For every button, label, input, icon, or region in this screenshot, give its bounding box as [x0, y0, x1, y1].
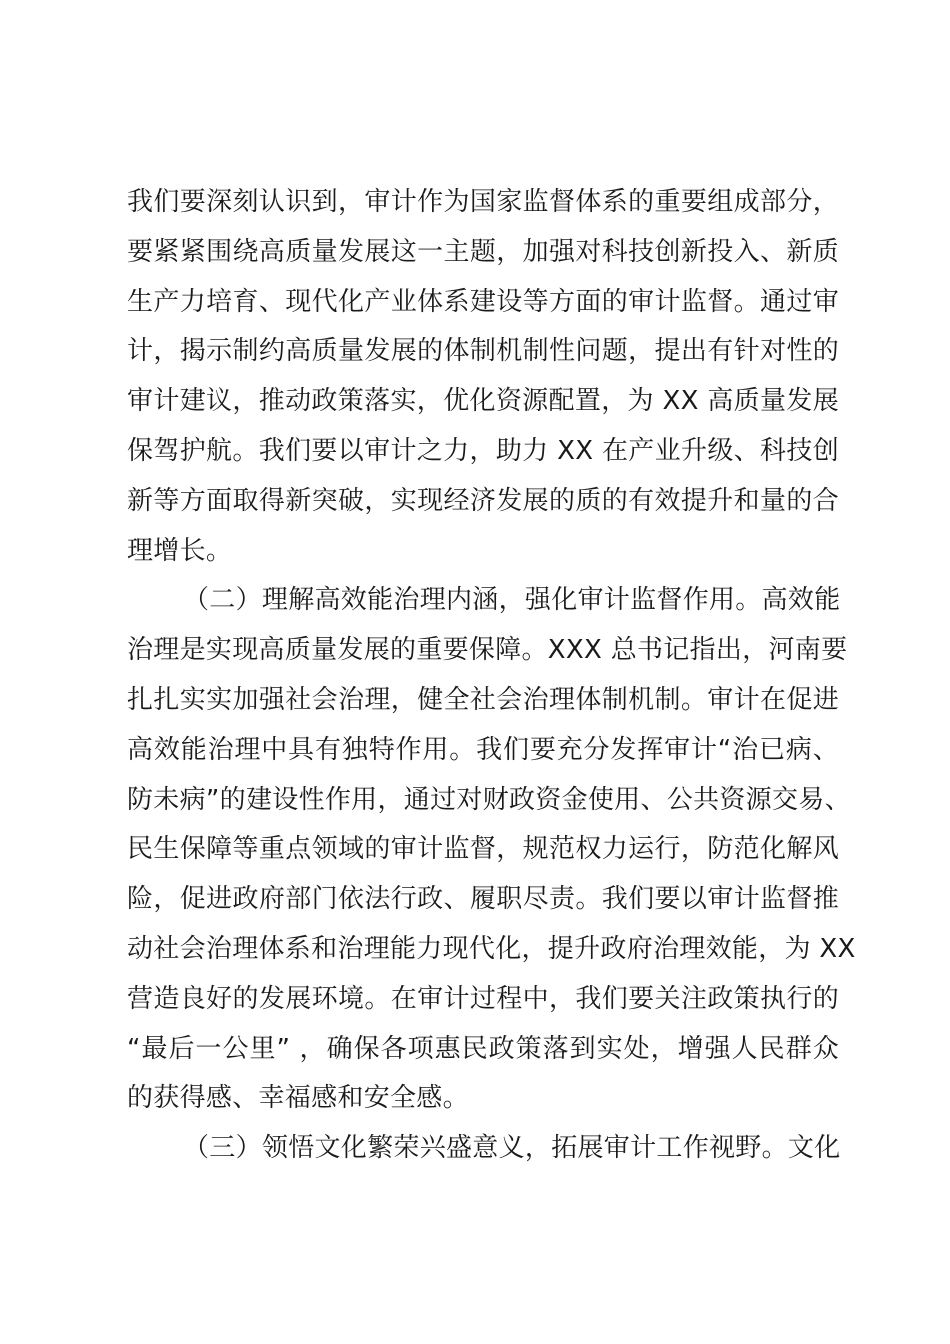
text-line: 我们要深刻认识到，审计作为国家监督体系的重要组成部分， [127, 187, 839, 217]
section-heading-line: （三）领悟文化繁荣兴盛意义，拓展审计工作视野。文化 [183, 1133, 841, 1164]
text-line: 要紧紧围绕高质量发展这一主题，加强对科技创新投入、新质 [127, 236, 839, 267]
text-line: 扎扎实实加强社会治理，健全社会治理体制机制。审计在促进 [127, 684, 839, 715]
text-line: 新等方面取得新突破，实现经济发展的质的有效提升和量的合 [127, 485, 839, 516]
text-line: 的获得感、幸福感和安全感。 [127, 1083, 469, 1114]
text-line: 险，促进政府部门依法行政、履职尽责。我们要以审计监督推 [127, 884, 839, 915]
text-line: 审计建议，推动政策落实，优化资源配置，为 XX 高质量发展 [127, 386, 839, 417]
section-heading-line: （二）理解高效能治理内涵，强化审计监督作用。高效能 [183, 585, 841, 616]
text-line: 理增长。 [127, 535, 233, 566]
text-line: 民生保障等重点领域的审计监督，规范权力运行，防范化解风 [127, 834, 839, 865]
text-line: “最后一公里” ，确保各项惠民政策落到实处，增强人民群众 [127, 1033, 839, 1064]
text-line: 治理是实现高质量发展的重要保障。XXX 总书记指出，河南要 [127, 635, 848, 666]
text-line: 营造良好的发展环境。在审计过程中，我们要关注政策执行的 [127, 983, 839, 1014]
text-line: 计，揭示制约高质量发展的体制机制性问题，提出有针对性的 [127, 336, 839, 367]
text-line: 高效能治理中具有独特作用。我们要充分发挥审计“治已病、 [127, 734, 839, 765]
text-line: 生产力培育、现代化产业体系建设等方面的审计监督。通过审 [127, 286, 839, 317]
text-line: 动社会治理体系和治理能力现代化，提升政府治理效能，为 XX [127, 933, 856, 964]
text-line: 保驾护航。我们要以审计之力，助力 XX 在产业升级、科技创 [127, 435, 839, 466]
document-body [127, 178, 856, 1174]
text-line: 防未病”的建设性作用，通过对财政资金使用、公共资源交易、 [127, 784, 851, 815]
